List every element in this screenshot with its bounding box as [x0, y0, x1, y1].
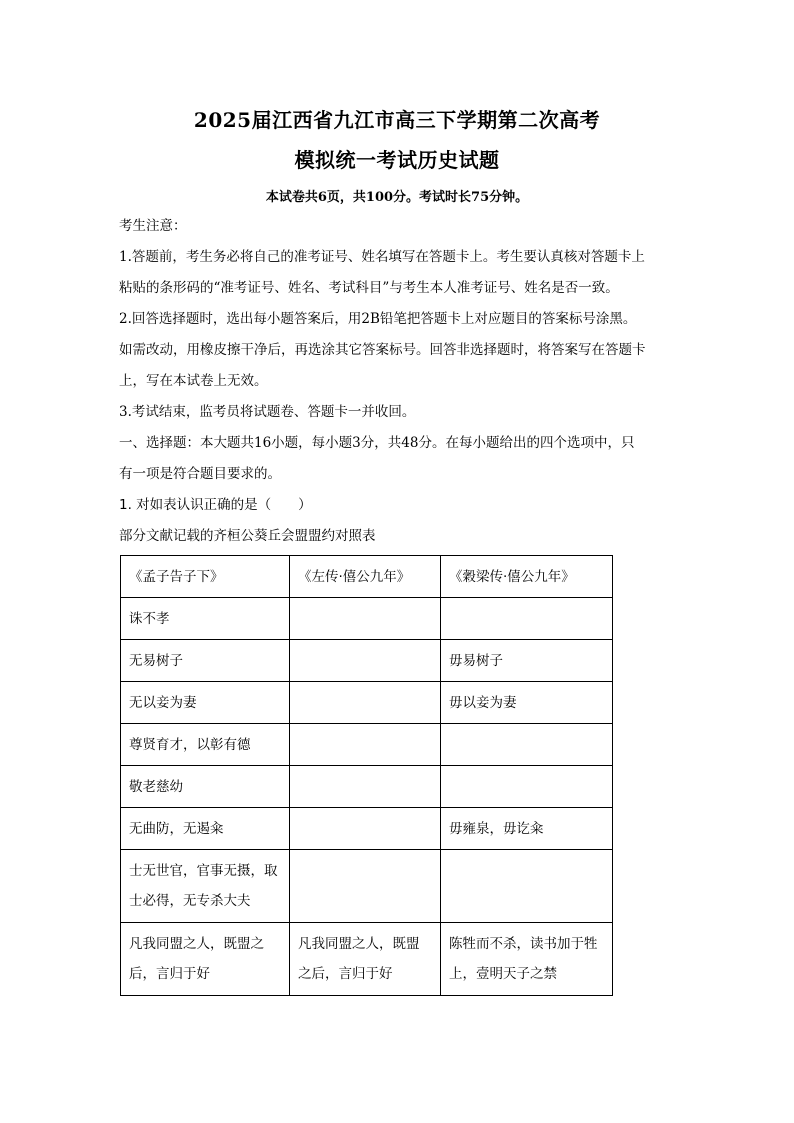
header-cell: 《左传·僖公九年》: [290, 556, 441, 598]
table-cell: 诛不孝: [121, 598, 290, 640]
question-stem: 1. 对如表认识正确的是（ ）: [119, 497, 312, 513]
section-heading-line1: 一、选择题：本大题共16小题，每小题3分，共48分。在每小题给出的四个选项中，只: [119, 435, 635, 451]
exam-title-line1: 2025届江西省九江市高三下学期第二次高考: [193, 108, 601, 132]
table-cell: [290, 808, 441, 850]
table-cell: [441, 724, 613, 766]
table-cell: 毋易树子: [441, 640, 613, 682]
notice-item-3: 3.考试结束，监考员将试题卷、答题卡一并收回。: [119, 404, 416, 420]
table-row: [121, 724, 613, 766]
notice-item-2-line3: 上，写在本试卷上无效。: [119, 373, 268, 389]
notice-item-1-line1: 1.答题前，考生务必将自己的准考证号、姓名填写在答题卡上。考生要认真核对答题卡上: [119, 249, 645, 265]
table-row: [121, 682, 613, 724]
table-cell: 尊贤育才，以彰有德: [121, 724, 290, 766]
table-cell: [290, 640, 441, 682]
table-cell: 敬老慈幼: [121, 766, 290, 808]
table-cell: 无曲防，无遏籴: [121, 808, 290, 850]
table-caption: 部分文献记载的齐桓公葵丘会盟盟约对照表: [119, 528, 376, 544]
table-cell: 凡我同盟之人，既盟之后，言归于好: [121, 923, 290, 996]
table-cell: [441, 598, 613, 640]
table-cell: [441, 766, 613, 808]
table-cell: [290, 724, 441, 766]
table-cell: 毋雍泉，毋讫籴: [441, 808, 613, 850]
table-row: [121, 766, 613, 808]
table-cell: [290, 850, 441, 923]
table-cell: [290, 682, 441, 724]
notice-item-1-line2: 粘贴的条形码的“准考证号、姓名、考试科目”与考生本人准考证号、姓名是否一致。: [119, 280, 619, 296]
header-cell: 《孟子告子下》: [121, 556, 290, 598]
notice-section: [119, 211, 679, 552]
table-row: [121, 598, 613, 640]
table-cell: [290, 598, 441, 640]
table-cell: 陈牲而不杀，读书加于牲上，壹明天子之禁: [441, 923, 613, 996]
table-cell: 无易树子: [121, 640, 290, 682]
exam-title-line2: 模拟统一考试历史试题: [294, 148, 500, 172]
table-header-row: [121, 556, 613, 598]
notice-item-2-line1: 2.回答选择题时，选出每小题答案后，用2B铅笔把答题卡上对应题目的答案标号涂黑。: [119, 311, 637, 327]
table-cell: 凡我同盟之人，既盟之后，言归于好: [290, 923, 441, 996]
table-row: [121, 850, 613, 923]
notice-heading: 考生注意：: [119, 218, 187, 234]
exam-info: 本试卷共6页，共100分。考试时长75分钟。: [265, 190, 529, 205]
table-cell: 毋以妾为妻: [441, 682, 613, 724]
table-cell: [290, 766, 441, 808]
table-cell: 士无世官，官事无摄，取士必得，无专杀大夫: [121, 850, 290, 923]
comparison-table: [120, 555, 613, 996]
notice-item-2-line2: 如需改动，用橡皮擦干净后，再选涂其它答案标号。回答非选择题时，将答案写在答题卡: [119, 342, 646, 358]
table-row: [121, 808, 613, 850]
table-cell: [441, 850, 613, 923]
table-row: [121, 923, 613, 996]
header-cell: 《穀梁传·僖公九年》: [441, 556, 613, 598]
table-cell: 无以妾为妻: [121, 682, 290, 724]
table-row: [121, 640, 613, 682]
section-heading-line2: 有一项是符合题目要求的。: [119, 466, 281, 482]
